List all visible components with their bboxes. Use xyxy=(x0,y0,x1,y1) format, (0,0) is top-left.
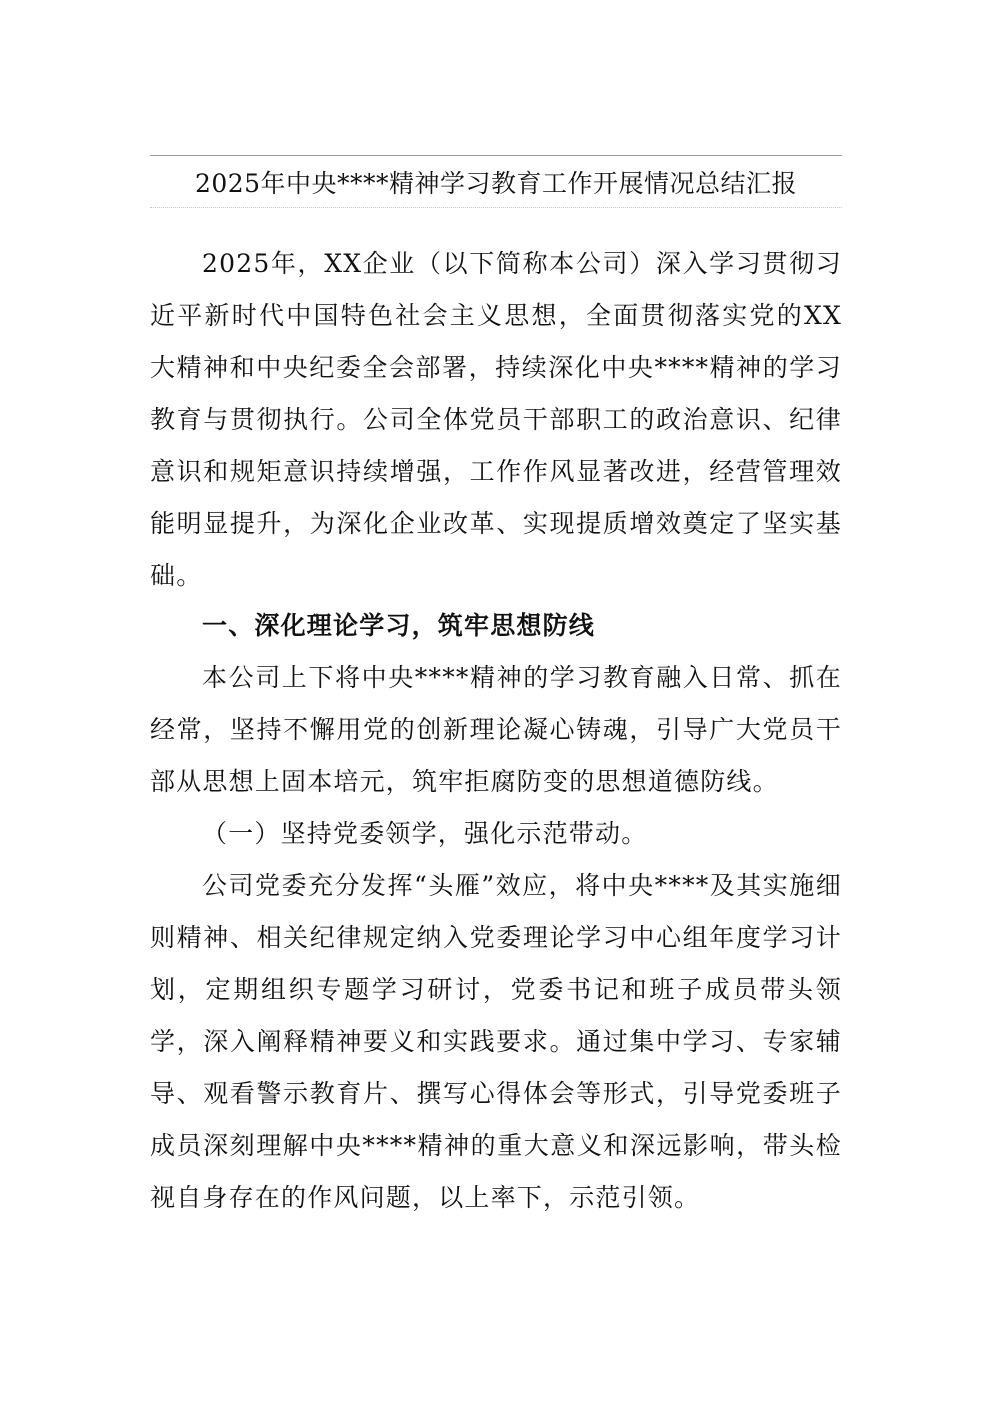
intro-paragraph: 2025年，XX企业（以下简称本公司）深入学习贯彻习近平新时代中国特色社会主义思想，全面贯彻落实党的XX大精神和中央纪委全会部署，持续深化中央****精神的学习教育与贯彻执行。公司全体党员干部职工的政治意识、纪律意识和规矩意识持续增强，工作作风显著改进，经营管理效能明显提升，为深化企业改革、实现提质增效奠定了坚实基础。 xyxy=(150,249,842,590)
section-1-paragraph: 本公司上下将中央****精神的学习教育融入日常、抓在经常，坚持不懈用党的创新理论凝心铸魂，引导广大党员干部从思想上固本培元，筑牢拒腐防变的思想道德防线。 xyxy=(150,663,842,796)
title-bottom-rule xyxy=(150,207,842,208)
subsection-heading-1: （一）坚持党委领学，强化示范带动。 xyxy=(202,819,648,848)
section-heading-1: 一、深化理论学习，筑牢思想防线 xyxy=(202,611,596,640)
title-top-rule xyxy=(150,155,842,156)
subsection-1-paragraph: 公司党委充分发挥“头雁”效应，将中央****及其实施细则精神、相关纪律规定纳入党委理论学习中心组年度学习计划，定期组织专题学习研讨，党委书记和班子成员带头领学，深入阐释精神要义和实践要求。通过集中学习、专家辅导、观看警示教育片、撰写心得体会等形式，引导党委班子成员深刻理解中央****精神的重大意义和深远影响，带头检视自身存在的作风问题，以上率下，示范引领。 xyxy=(150,871,842,1212)
document-title: 2025年中央****精神学习教育工作开展情况总结汇报 xyxy=(194,169,798,198)
